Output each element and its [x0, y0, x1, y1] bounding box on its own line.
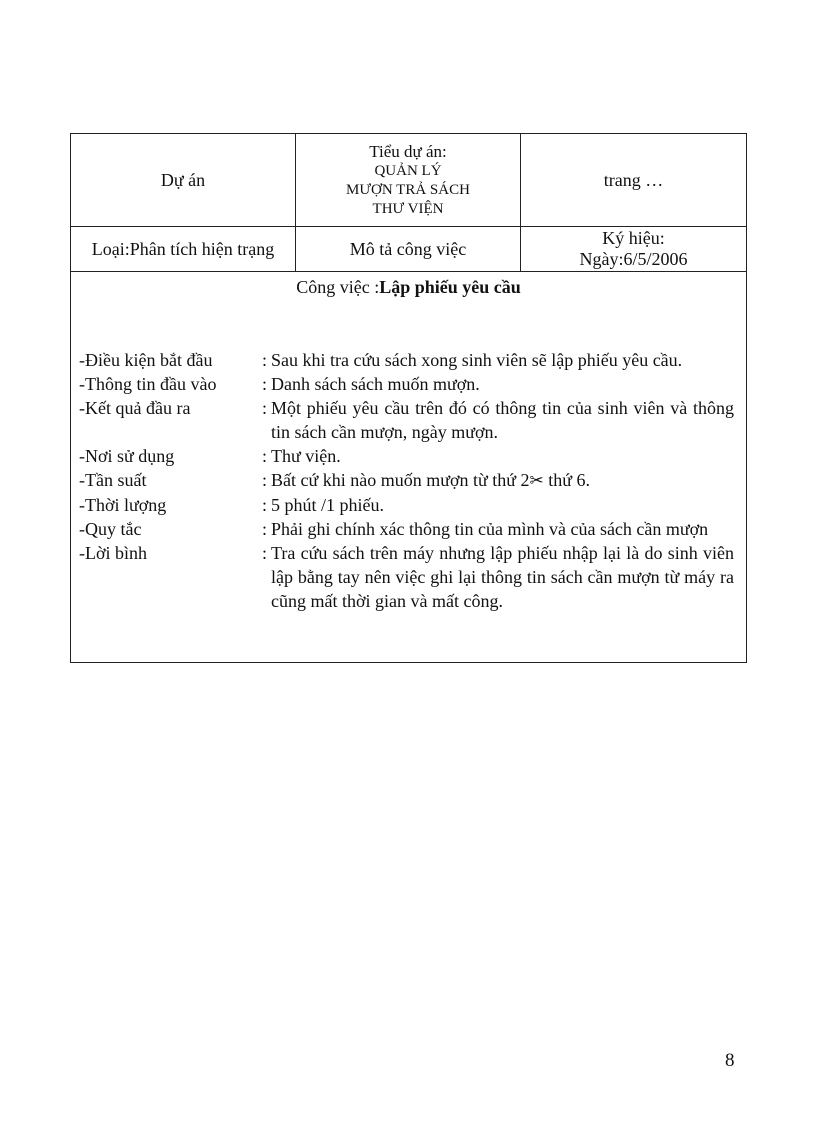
- task-item-start-condition: [71, 348, 746, 372]
- item-value: Thư viện.: [271, 446, 341, 466]
- task-item-frequency: [71, 468, 746, 493]
- subproject-cell: [296, 134, 521, 227]
- description-cell: [296, 227, 521, 272]
- subproject-name-line3: THƯ VIỆN: [372, 201, 444, 217]
- item-separator: :: [262, 398, 268, 418]
- task-name: Lập phiếu yêu cầu: [379, 277, 521, 297]
- item-separator: :: [262, 543, 268, 563]
- item-separator: :: [262, 519, 268, 539]
- item-value: Sau khi tra cứu sách xong sinh viên sẽ lập phiếu yêu cầu.: [271, 350, 683, 370]
- item-label: -Lời bình: [79, 543, 148, 563]
- task-prefix: Công việc :: [296, 277, 380, 297]
- project-cell: [71, 134, 296, 227]
- item-label: -Thông tin đầu vào: [79, 374, 217, 394]
- item-separator: :: [262, 470, 268, 490]
- item-separator: :: [262, 374, 268, 394]
- task-item-comment: [71, 541, 746, 613]
- item-value: [271, 468, 746, 493]
- symbol-date-cell: [521, 227, 747, 272]
- type-cell: [71, 227, 296, 272]
- item-value: Danh sách sách muốn mượn.: [271, 374, 480, 394]
- subproject-heading: Tiểu dự án:: [369, 142, 447, 161]
- type-label: Loại:Phân tích hiện trạng: [91, 238, 275, 259]
- item-label: -Quy tắc: [79, 519, 142, 539]
- item-label: -Nơi sử dụng: [79, 446, 175, 466]
- page-label: trang …: [603, 169, 664, 190]
- symbol-label: Ký hiệu:: [602, 228, 665, 248]
- task-item-input: [71, 372, 746, 396]
- page-cell: [521, 134, 747, 227]
- item-value: Phải ghi chính xác thông tin của mình và của sách cần mượn: [271, 519, 709, 539]
- subproject-name-line1: QUẢN LÝ: [374, 163, 442, 179]
- item-label: -Tần suất: [79, 470, 147, 490]
- task-item-output: [71, 396, 746, 444]
- item-separator: :: [262, 495, 268, 515]
- subproject-name-line2: MƯỢN TRẢ SÁCH: [346, 182, 470, 198]
- scissors-icon: ✂: [529, 471, 544, 491]
- date-label: Ngày:6/5/2006: [579, 249, 688, 269]
- item-value: Tra cứu sách trên máy nhưng lập phiếu nhập lại là do sinh viên lập bằng tay nên việc ghi lại thông tin sách cần mượn từ máy ra cũng mất thời gian và mất công.: [271, 543, 734, 611]
- item-value: Một phiếu yêu cầu trên đó có thông tin của sinh viên và thông tin sách cần mượn, ngày mượn.: [271, 398, 734, 442]
- item-value-start: Bất cứ khi nào muốn mượn từ thứ 2: [271, 470, 530, 490]
- item-separator: :: [262, 350, 268, 370]
- item-separator: :: [262, 446, 268, 466]
- item-label: -Kết quả đầu ra: [79, 398, 191, 418]
- item-value-end: thứ 6.: [543, 470, 591, 490]
- item-value: 5 phút /1 phiếu.: [271, 495, 385, 515]
- task-item-rules: [71, 517, 746, 541]
- item-label: -Điều kiện bắt đầu: [79, 350, 213, 370]
- task-title: [71, 277, 746, 298]
- description-label: Mô tả công việc: [349, 238, 467, 259]
- task-item-location: [71, 444, 746, 468]
- page-number: 8: [725, 1050, 735, 1071]
- task-item-duration: [71, 493, 746, 517]
- project-label: Dự án: [160, 169, 206, 190]
- task-items: [71, 348, 746, 613]
- project-info-table: [70, 133, 747, 663]
- task-description-cell: [71, 272, 747, 663]
- item-label: -Thời lượng: [79, 495, 167, 515]
